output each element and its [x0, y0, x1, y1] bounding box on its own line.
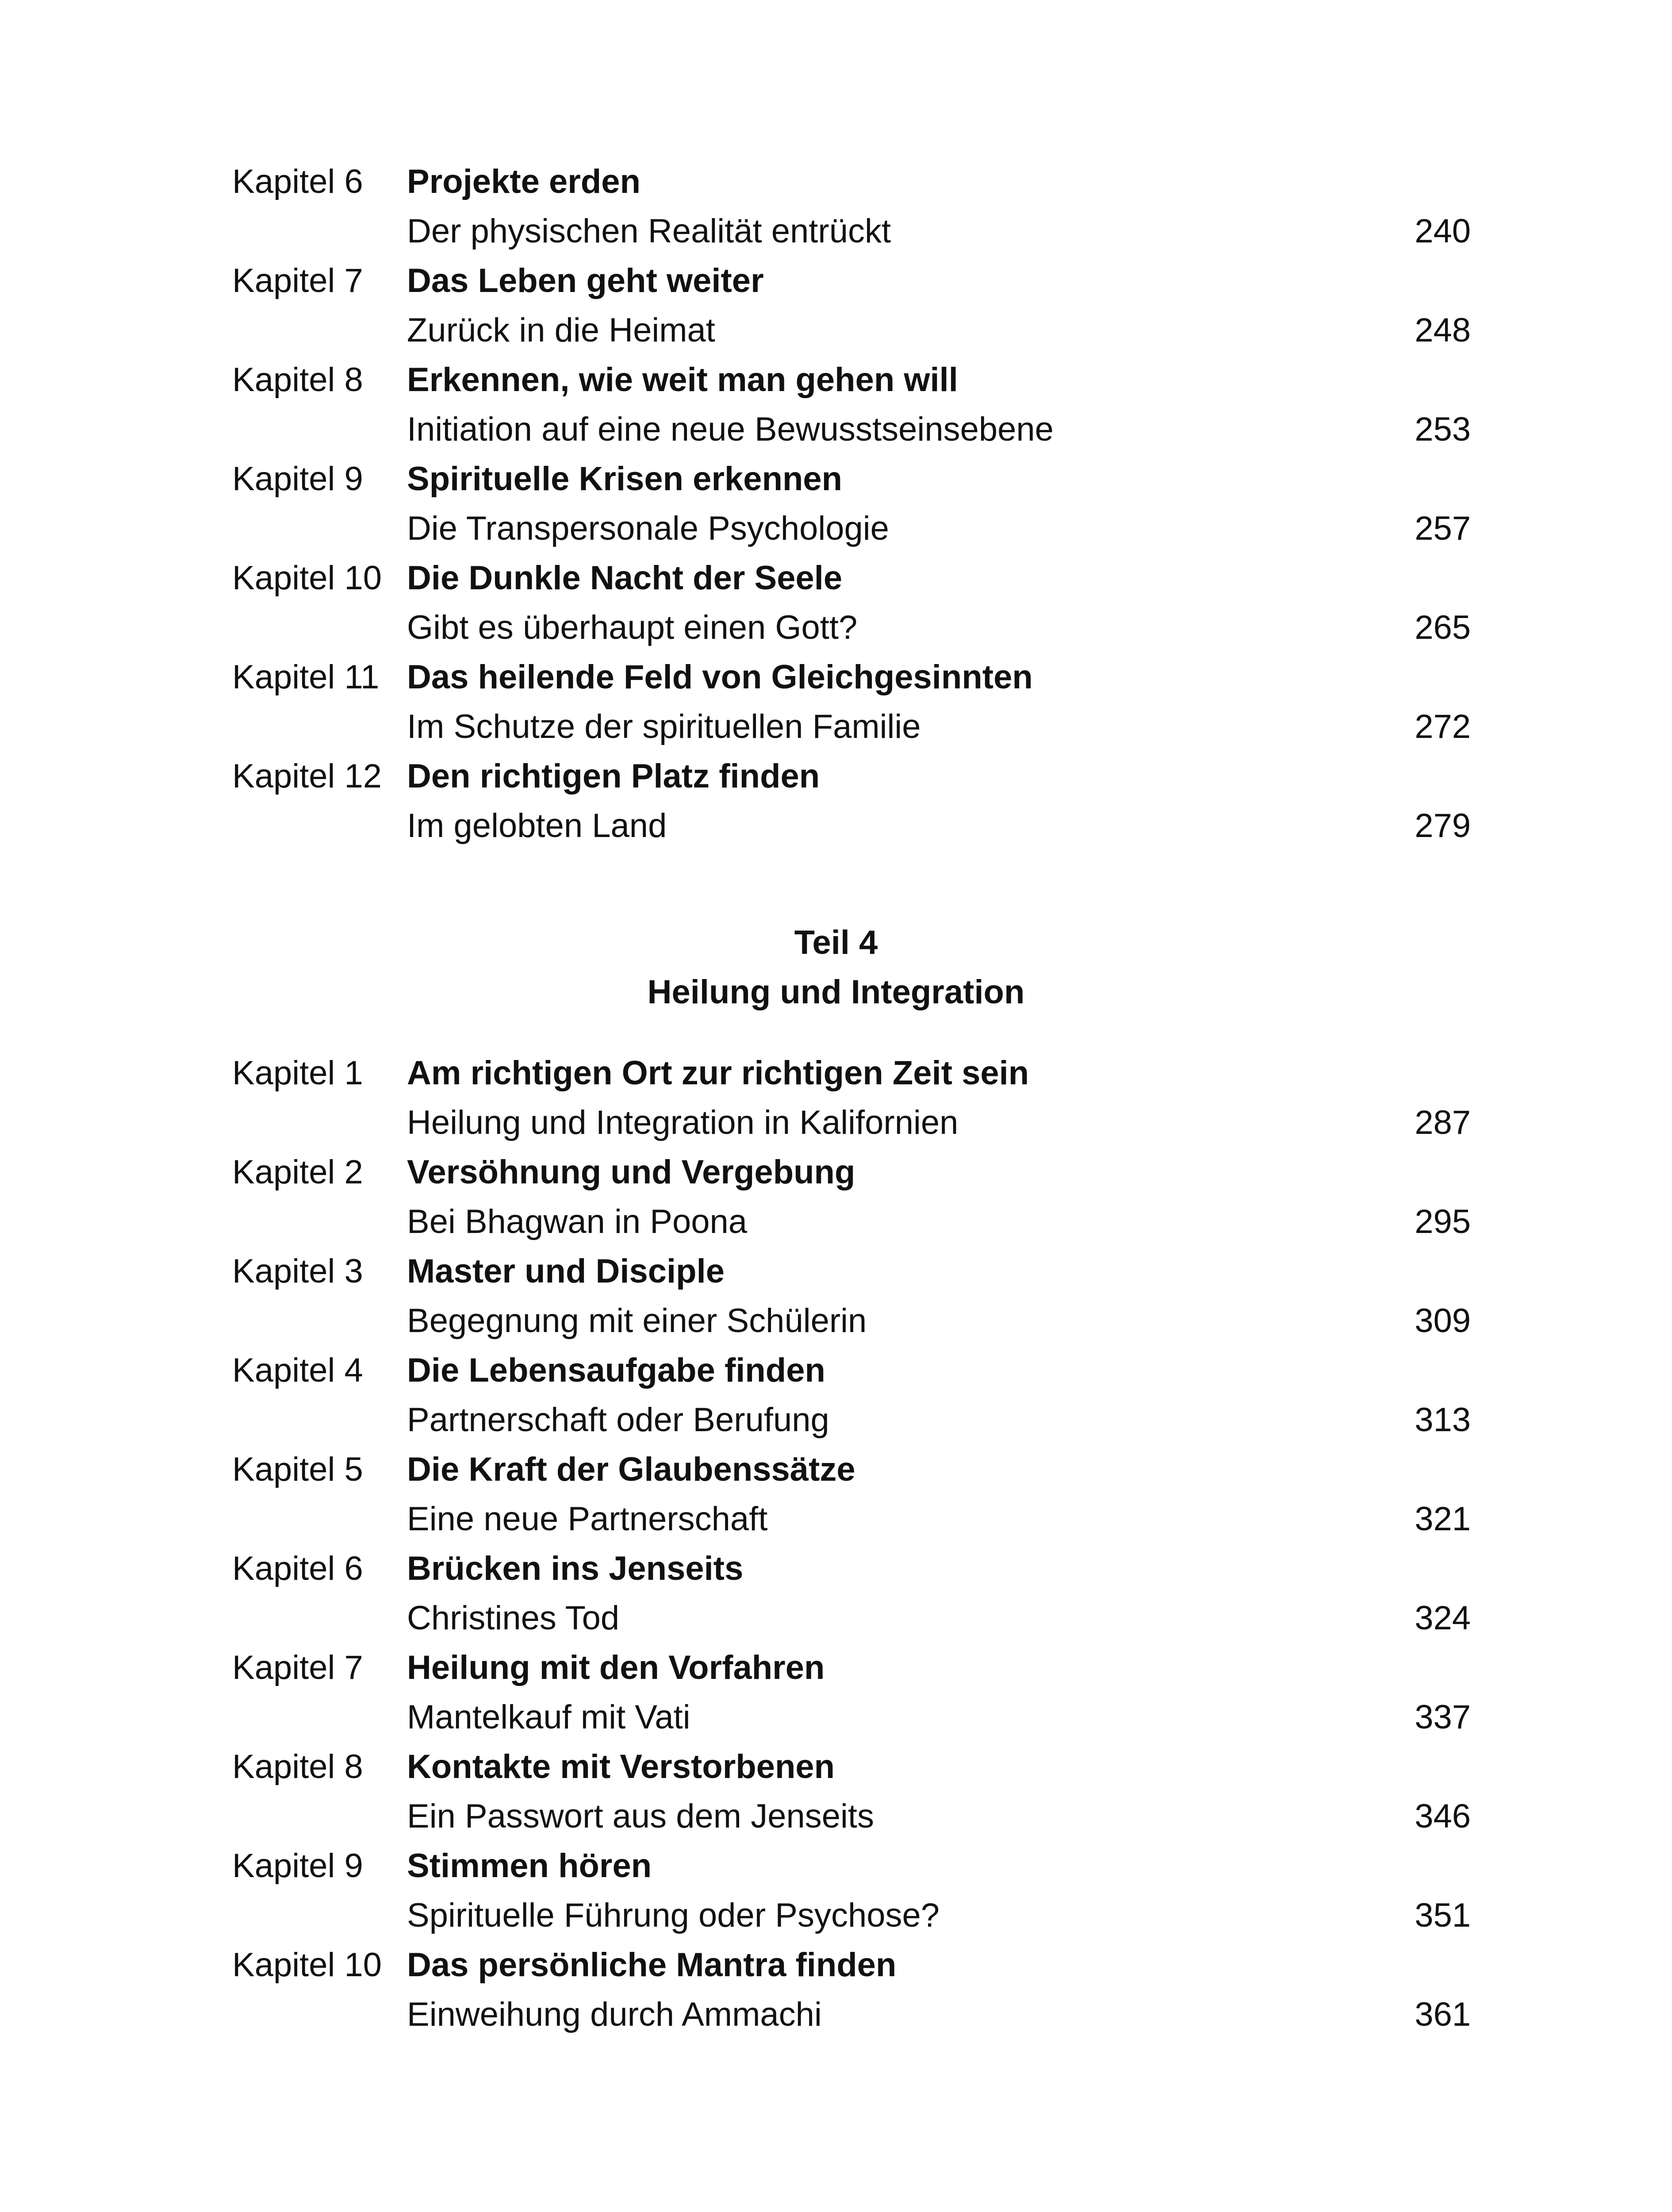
chapter-subtitle: Mantelkauf mit Vati [407, 1698, 690, 1736]
chapter-subtitle: Initiation auf eine neue Bewusstseinsebene [407, 411, 1054, 448]
chapter-label: Kapitel 8 [232, 361, 363, 399]
page-number: 313 [1415, 1401, 1471, 1439]
chapter-title: Heilung mit den Vorfahren [407, 1649, 825, 1686]
toc-chapter-subtitle-row [232, 801, 1471, 851]
chapter-subtitle: Die Transpersonale Psychologie [407, 510, 889, 547]
page-number: 309 [1415, 1302, 1471, 1340]
chapter-label: Kapitel 6 [232, 163, 363, 200]
page-number: 265 [1415, 609, 1471, 646]
chapter-label: Kapitel 9 [232, 1847, 363, 1885]
chapter-label: Kapitel 10 [232, 1946, 382, 1984]
chapter-title: Erkennen, wie weit man gehen will [407, 361, 958, 399]
chapter-title: Projekte erden [407, 163, 640, 200]
chapter-subtitle: Begegnung mit einer Schülerin [407, 1302, 867, 1340]
chapter-label: Kapitel 5 [232, 1451, 363, 1488]
page-number: 321 [1415, 1500, 1471, 1538]
toc-chapter-subtitle-row [232, 504, 1471, 553]
chapter-label: Kapitel 7 [232, 1649, 363, 1686]
chapter-subtitle: Eine neue Partnerschaft [407, 1500, 768, 1538]
toc-chapter-title-row [232, 256, 1471, 306]
toc-chapter-subtitle-row [232, 207, 1471, 256]
chapter-label: Kapitel 9 [232, 460, 363, 498]
toc-chapter-subtitle-row [232, 1494, 1471, 1544]
page-number: 253 [1415, 411, 1471, 448]
toc-chapter-subtitle-row [232, 702, 1471, 752]
chapter-title: Die Lebensaufgabe finden [407, 1352, 825, 1389]
page-number: 272 [1415, 708, 1471, 745]
chapter-subtitle: Einweihung durch Ammachi [407, 1996, 822, 2033]
chapter-subtitle: Bei Bhagwan in Poona [407, 1203, 748, 1240]
toc-chapter-subtitle-row [232, 1990, 1471, 2039]
toc-chapter-title-row [232, 752, 1471, 801]
chapter-title: Das Leben geht weiter [407, 262, 764, 300]
toc-chapter-subtitle-row [232, 1594, 1471, 1643]
page-number: 324 [1415, 1599, 1471, 1637]
chapter-label: Kapitel 6 [232, 1550, 363, 1587]
toc-chapter-subtitle-row [232, 1693, 1471, 1742]
toc-chapter-title-row [232, 1841, 1471, 1891]
page-number: 337 [1415, 1698, 1471, 1736]
chapter-title: Das heilende Feld von Gleichgesinnten [407, 658, 1033, 696]
page-number: 248 [1415, 311, 1471, 349]
chapter-subtitle: Gibt es überhaupt einen Gott? [407, 609, 858, 646]
chapter-subtitle: Spirituelle Führung oder Psychose? [407, 1897, 940, 1934]
toc-chapter-subtitle-row [232, 603, 1471, 653]
toc-chapter-subtitle-row [232, 1395, 1471, 1445]
chapter-label: Kapitel 10 [232, 559, 382, 597]
chapter-title: Am richtigen Ort zur richtigen Zeit sein [407, 1054, 1029, 1092]
page-number: 257 [1415, 510, 1471, 547]
chapter-subtitle: Ein Passwort aus dem Jenseits [407, 1797, 874, 1835]
chapter-title: Master und Disciple [407, 1252, 725, 1290]
chapter-subtitle: Christines Tod [407, 1599, 620, 1637]
toc-chapter-title-row [232, 1247, 1471, 1296]
toc-chapter-title-row [232, 1544, 1471, 1594]
chapter-title: Spirituelle Krisen erkennen [407, 460, 843, 498]
chapter-label: Kapitel 12 [232, 757, 382, 795]
toc-chapter-subtitle-row [232, 306, 1471, 355]
page-number: 361 [1415, 1996, 1471, 2033]
chapter-title: Die Dunkle Nacht der Seele [407, 559, 843, 597]
toc-chapter-title-row [232, 1048, 1471, 1098]
toc-chapter-subtitle-row [232, 1197, 1471, 1247]
part-title: Heilung und Integration [647, 973, 1025, 1011]
toc-chapter-subtitle-row [232, 1296, 1471, 1346]
toc-chapter-title-row [232, 355, 1471, 405]
page-number: 287 [1415, 1104, 1471, 1141]
chapter-subtitle: Im Schutze der spirituellen Familie [407, 708, 921, 745]
toc-chapter-subtitle-row [232, 1891, 1471, 1940]
toc-chapter-title-row [232, 1643, 1471, 1693]
chapter-label: Kapitel 2 [232, 1153, 363, 1191]
chapter-subtitle: Heilung und Integration in Kalifornien [407, 1104, 959, 1141]
toc-chapter-title-row [232, 157, 1471, 207]
chapter-label: Kapitel 8 [232, 1748, 363, 1786]
chapter-title: Das persönliche Mantra finden [407, 1946, 897, 1984]
page-number: 351 [1415, 1897, 1471, 1934]
chapter-title: Die Kraft der Glaubenssätze [407, 1451, 855, 1488]
page-number: 346 [1415, 1797, 1471, 1835]
chapter-subtitle: Zurück in die Heimat [407, 311, 715, 349]
chapter-title: Kontakte mit Verstorbenen [407, 1748, 835, 1786]
chapter-title: Den richtigen Platz finden [407, 757, 820, 795]
page-number: 240 [1415, 212, 1471, 250]
chapter-label: Kapitel 4 [232, 1352, 363, 1389]
chapter-subtitle: Der physischen Realität entrückt [407, 212, 891, 250]
toc-chapter-title-row [232, 1445, 1471, 1494]
toc-block-part-3 [232, 157, 1471, 851]
chapter-label: Kapitel 7 [232, 262, 363, 300]
chapter-subtitle: Im gelobten Land [407, 807, 667, 845]
page-number: 295 [1415, 1203, 1471, 1240]
part-heading: Teil 4 [794, 924, 878, 961]
chapter-title: Versöhnung und Vergebung [407, 1153, 855, 1191]
toc-chapter-title-row [232, 454, 1471, 504]
toc-chapter-title-row [232, 653, 1471, 702]
page-number: 279 [1415, 807, 1471, 845]
chapter-label: Kapitel 3 [232, 1252, 363, 1290]
chapter-label: Kapitel 1 [232, 1054, 363, 1092]
toc-chapter-subtitle-row [232, 1792, 1471, 1841]
toc-chapter-title-row [232, 1742, 1471, 1792]
toc-block-part-4 [232, 1048, 1471, 2039]
chapter-title: Brücken ins Jenseits [407, 1550, 744, 1587]
toc-chapter-title-row [232, 1940, 1471, 1990]
toc-chapter-title-row [232, 1346, 1471, 1395]
toc-chapter-subtitle-row [232, 405, 1471, 454]
toc-chapter-subtitle-row [232, 1098, 1471, 1148]
toc-chapter-title-row [232, 553, 1471, 603]
chapter-title: Stimmen hören [407, 1847, 652, 1885]
toc-chapter-title-row [232, 1148, 1471, 1197]
chapter-label: Kapitel 11 [232, 658, 380, 696]
chapter-subtitle: Partnerschaft oder Berufung [407, 1401, 829, 1439]
